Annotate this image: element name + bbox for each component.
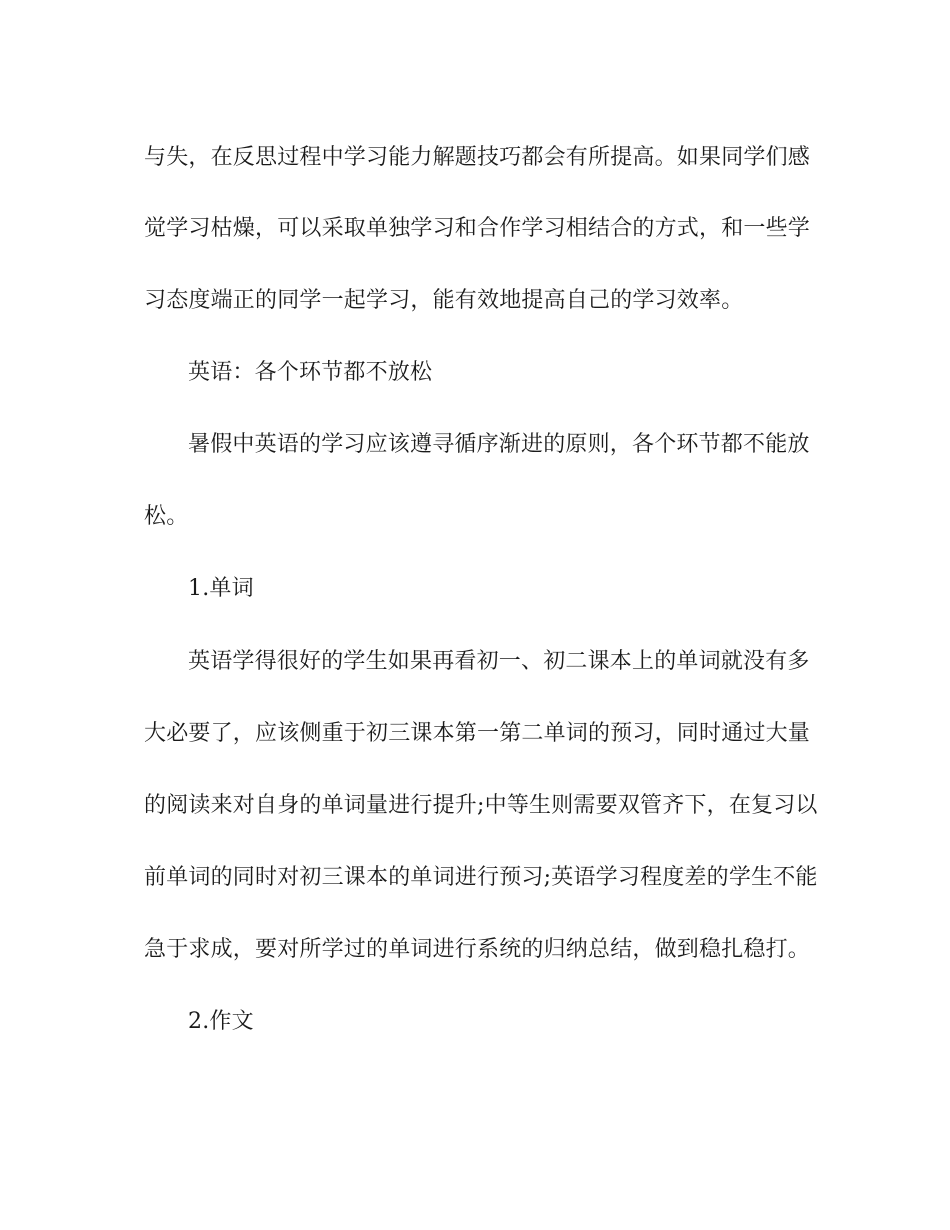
paragraph-3-line-5: 急于求成，要对所学过的单词进行系统的归纳总结，做到稳扎稳打。 <box>144 937 811 962</box>
paragraph-2-line-1: 暑假中英语的学习应该遵寻循序渐进的原则，各个环节都不能放 <box>188 432 810 457</box>
paragraph-3-line-3: 的阅读来对自身的单词量进行提升;中等生则需要双管齐下，在复习以 <box>144 793 818 818</box>
paragraph-3-line-1: 英语学得很好的学生如果再看初一、初二课本上的单词就没有多 <box>188 649 810 674</box>
paragraph-1-line-3: 习态度端正的同学一起学习，能有效地提高自己的学习效率。 <box>144 288 744 313</box>
section-heading-composition: 2.作文 <box>188 1009 254 1034</box>
paragraph-3-line-4: 前单词的同时对初三课本的单词进行预习;英语学习程度差的学生不能 <box>144 865 818 890</box>
section-heading-words: 1.单词 <box>188 576 254 601</box>
paragraph-1-line-1: 与失，在反思过程中学习能力解题技巧都会有所提高。如果同学们感 <box>144 145 811 170</box>
paragraph-3-line-2: 大必要了，应该侧重于初三课本第一第二单词的预习，同时通过大量 <box>144 721 811 746</box>
paragraph-2-line-2: 松。 <box>144 504 189 529</box>
paragraph-1-line-2: 觉学习枯燥，可以采取单独学习和合作学习相结合的方式，和一些学 <box>144 216 811 241</box>
section-heading-english: 英语：各个环节都不放松 <box>188 360 433 385</box>
